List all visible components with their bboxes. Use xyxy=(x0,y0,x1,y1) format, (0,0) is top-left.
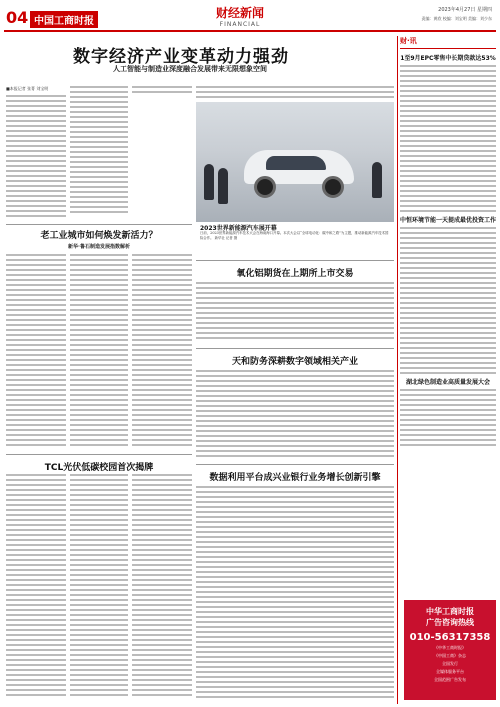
photo-caption-text: 日前，2023世界新能源汽车技术大会在海南海口开幕。本次大会以“全球电动化：碳中和之路”为主题，推动新能源汽车技术国际合作。 xyxy=(200,231,389,240)
section-title-cn: 财经新闻 xyxy=(215,6,264,20)
main-subhead: 人工智能与制造业深度融合发展带来无限想象空间 xyxy=(113,65,267,73)
main-article-col-3 xyxy=(132,86,192,100)
divider xyxy=(196,260,394,261)
page-number: 04 xyxy=(6,8,29,27)
body-text xyxy=(70,254,128,446)
body-text xyxy=(6,254,66,446)
person-figure xyxy=(218,168,228,204)
body-text xyxy=(196,282,394,339)
section-title-en: FINANCIAL xyxy=(219,21,261,28)
article-5-body xyxy=(196,370,394,460)
body-text xyxy=(132,254,192,446)
brief-title: 中恒环境节能一天提成最优投资工作 xyxy=(400,217,497,224)
person-figure xyxy=(372,162,382,198)
ad-phone: 010-56317358 xyxy=(409,632,491,643)
article-2-title: 老工业城市如何焕发新活力？ xyxy=(40,231,158,241)
ad-small-2: 《中国工商》杂志 xyxy=(434,653,466,658)
body-text xyxy=(400,65,496,212)
body-text xyxy=(70,474,128,696)
main-article-col-1 xyxy=(6,86,66,222)
news-photo xyxy=(196,102,394,222)
advertisement-box xyxy=(404,600,496,700)
article-4-title: 氧化铝期货在上期所上市交易 xyxy=(236,269,354,279)
body-text xyxy=(70,86,128,213)
ad-small-1: 《中华工商时报》 xyxy=(434,645,466,650)
article-2-subtitle: 新华·鲁石制造发展指数解析 xyxy=(68,244,130,250)
divider xyxy=(196,464,394,465)
article-4-body xyxy=(196,282,394,344)
ad-line-2: 广告咨询热线 xyxy=(426,618,474,627)
body-text xyxy=(400,389,496,446)
header-rule xyxy=(4,30,496,32)
section-label xyxy=(200,4,280,28)
main-article-byline: ■本报记者 张菁 刘宝明 xyxy=(6,86,49,91)
article-2-heading xyxy=(6,228,192,252)
ad-small-5: 全国范围广告发布 xyxy=(434,677,466,682)
ad-line-1: 中华工商时报 xyxy=(426,607,474,616)
body-text xyxy=(132,474,192,696)
body-text xyxy=(196,486,394,698)
brief-title: 1至9月EPC零售中长期贷款达53% xyxy=(400,55,496,62)
article-5-title: 天和防务深耕数字领域相关产业 xyxy=(231,357,358,367)
article-6-body xyxy=(196,486,394,704)
article-3-col-1 xyxy=(6,474,66,704)
issue-date: 2023年4月27日 星期四 xyxy=(438,7,492,13)
main-article-col-2 xyxy=(70,86,128,222)
photo-credit: 新华社 记者 摄 xyxy=(214,235,238,240)
brief-title: 湖北绿色制造业高质量发展大会 xyxy=(405,379,490,386)
page-header xyxy=(0,0,500,32)
photo-caption xyxy=(200,231,390,240)
divider xyxy=(6,454,192,455)
article-6-title: 数据利用平台成兴业银行业务增长创新引擎 xyxy=(209,473,381,483)
person-figure xyxy=(204,164,214,200)
body-text xyxy=(6,95,66,217)
brief-tag: 财·讯 xyxy=(400,36,496,49)
ad-small-4: 全媒体服务平台 xyxy=(436,669,464,674)
photo-caption-title: 2023世界新能源汽车展开幕 xyxy=(200,225,277,232)
body-text xyxy=(400,227,496,374)
main-headline: 数字经济产业变革动力强劲 xyxy=(73,47,289,67)
article-2-col-1 xyxy=(6,254,66,450)
body-text xyxy=(6,474,66,696)
body-text xyxy=(196,370,394,457)
divider xyxy=(196,348,394,349)
article-3-col-3 xyxy=(132,474,192,704)
paper-name: 中国工商时报 xyxy=(30,11,98,28)
main-article-top-cont xyxy=(196,86,394,100)
article-3-title: TCL光伏低碳校园首次揭牌 xyxy=(44,463,154,473)
divider xyxy=(6,224,192,225)
article-3-col-2 xyxy=(70,474,128,704)
body-text xyxy=(132,86,192,93)
article-2-col-3 xyxy=(132,254,192,450)
article-2-col-2 xyxy=(70,254,128,450)
body-text xyxy=(196,86,394,98)
staff-credits: 责编：黄欣 校编：刘宝明 美编：刘少东 xyxy=(421,16,492,21)
ad-small-3: 全国发行 xyxy=(442,661,458,666)
column-rule xyxy=(397,36,398,704)
